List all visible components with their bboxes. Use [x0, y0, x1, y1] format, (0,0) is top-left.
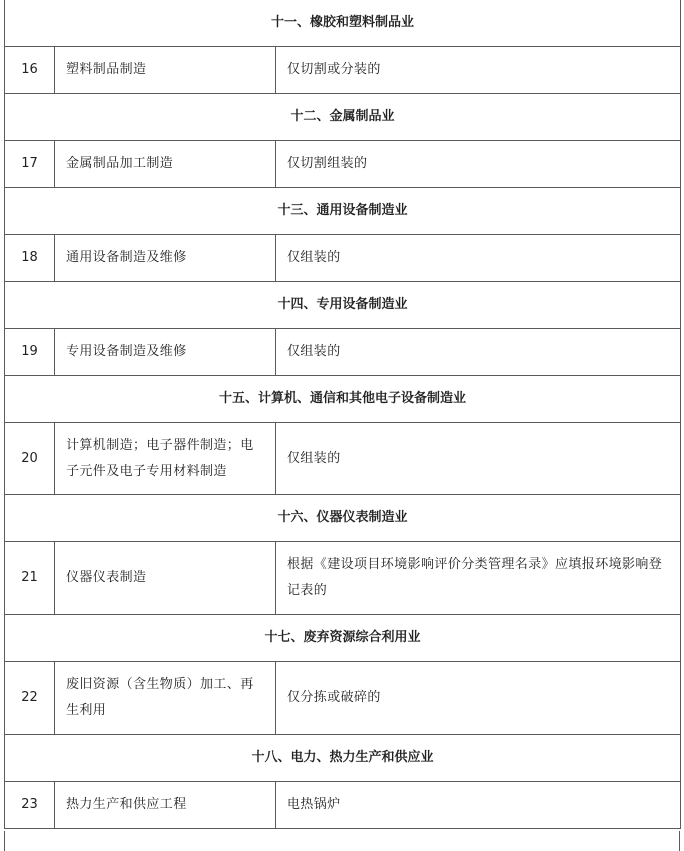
table-continuation: [4, 831, 680, 851]
condition-cell: 仅切割组装的: [276, 141, 681, 188]
condition-cell: 仅组装的: [276, 423, 681, 495]
industry-cell: 塑料制品制造: [55, 47, 276, 94]
industry-cell: 计算机制造；电子器件制造；电子元件及电子专用材料制造: [55, 423, 276, 495]
condition-cell: 仅组装的: [276, 235, 681, 282]
industry-cell: 废旧资源（含生物质）加工、再生利用: [55, 662, 276, 735]
condition-cell: 电热锅炉: [276, 782, 681, 829]
section-row: [5, 282, 681, 329]
section-title: 十六、仪器仪表制造业: [5, 495, 681, 542]
section-row: [5, 735, 681, 782]
industry-table: [4, 0, 681, 829]
industry-cell: 金属制品加工制造: [55, 141, 276, 188]
table-row: [5, 47, 681, 94]
condition-cell: 仅组装的: [276, 329, 681, 376]
section-row: [5, 188, 681, 235]
table-row: [5, 329, 681, 376]
industry-cell: 通用设备制造及维修: [55, 235, 276, 282]
table-row: [5, 423, 681, 495]
condition-cell: 仅切割或分装的: [276, 47, 681, 94]
row-number: 18: [5, 235, 55, 282]
section-row: [5, 94, 681, 141]
row-number: 20: [5, 423, 55, 495]
table-row: [5, 141, 681, 188]
section-title: 十一、橡胶和塑料制品业: [5, 0, 681, 47]
row-number: 17: [5, 141, 55, 188]
row-number: 16: [5, 47, 55, 94]
section-row: [5, 615, 681, 662]
section-title: 十三、通用设备制造业: [5, 188, 681, 235]
section-row: [5, 376, 681, 423]
row-number: 22: [5, 662, 55, 735]
section-title: 十七、废弃资源综合利用业: [5, 615, 681, 662]
section-title: 十二、金属制品业: [5, 94, 681, 141]
condition-cell: 根据《建设项目环境影响评价分类管理名录》应填报环境影响登记表的: [276, 542, 681, 615]
industry-cell: 热力生产和供应工程: [55, 782, 276, 829]
section-title: 十五、计算机、通信和其他电子设备制造业: [5, 376, 681, 423]
table-row: [5, 542, 681, 615]
row-number: 21: [5, 542, 55, 615]
section-title: 十八、电力、热力生产和供应业: [5, 735, 681, 782]
row-number: 23: [5, 782, 55, 829]
condition-cell: 仅分拣或破碎的: [276, 662, 681, 735]
table-row: [5, 782, 681, 829]
row-number: 19: [5, 329, 55, 376]
section-row: [5, 495, 681, 542]
section-row: [5, 0, 681, 47]
table-row: [5, 235, 681, 282]
table-row: [5, 662, 681, 735]
industry-cell: 专用设备制造及维修: [55, 329, 276, 376]
section-title: 十四、专用设备制造业: [5, 282, 681, 329]
industry-cell: 仪器仪表制造: [55, 542, 276, 615]
